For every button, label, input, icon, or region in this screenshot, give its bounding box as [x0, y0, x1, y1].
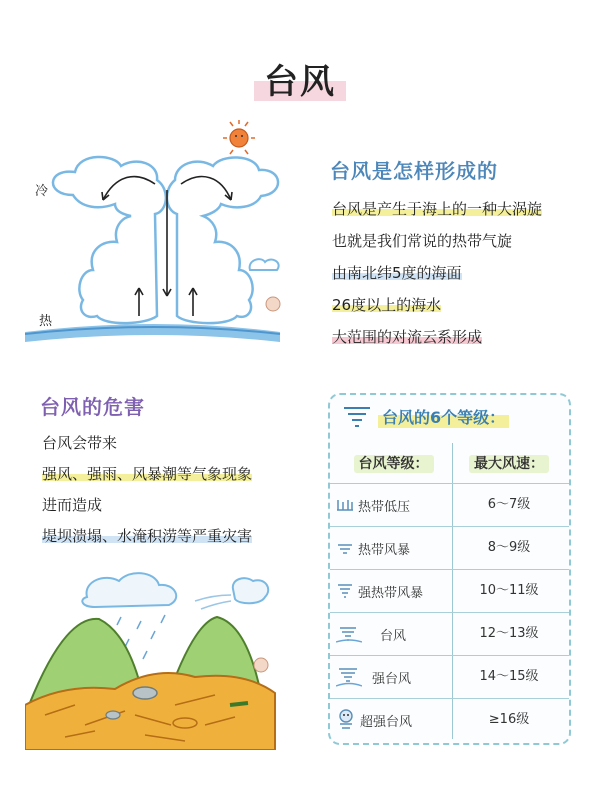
- severe-tropical-storm-icon: [336, 582, 354, 600]
- formation-text: [332, 193, 542, 353]
- formation-line-2: 也就是我们常说的热带气旋: [332, 232, 513, 250]
- table-row: [330, 526, 569, 569]
- typhoon-icon: [336, 624, 362, 644]
- column-header-grade: 台风等级：: [336, 447, 451, 481]
- level-name: 超强台风: [360, 714, 413, 730]
- typhoon-levels-table: [328, 393, 571, 745]
- hot-label: 热: [39, 314, 53, 329]
- page-title-text: 台风: [254, 52, 346, 105]
- harm-line-2: 强风、强雨、风暴潮等气象现象: [42, 465, 253, 483]
- typhoon-formation-illustration: [25, 120, 285, 350]
- disaster-illustration: [25, 565, 280, 750]
- column-header-wind: 最大风速：: [455, 447, 563, 481]
- level-name: 热带风暴: [358, 542, 411, 558]
- table-row: [330, 655, 569, 698]
- level-wind: 6～7级: [487, 497, 531, 512]
- tropical-depression-icon: [336, 498, 354, 512]
- level-wind: 10～11级: [479, 583, 539, 598]
- super-typhoon-icon: [336, 708, 356, 732]
- levels-header: [342, 403, 509, 430]
- level-wind: 14～15级: [479, 669, 539, 684]
- levels-rows: [330, 483, 569, 741]
- table-row: [330, 483, 569, 526]
- formation-line-4: 26度以上的海水: [332, 296, 442, 314]
- formation-line-3: 由南北纬5度的海面: [332, 264, 462, 282]
- formation-line-5: 大范围的对流云系形成: [332, 328, 483, 346]
- harm-line-4: 堤坝溃塌、水淹积涝等严重灾害: [42, 527, 253, 545]
- formation-line-1: 台风是产生于海上的一种大涡旋: [332, 200, 543, 218]
- harm-text: [42, 428, 252, 552]
- level-name: 热带低压: [358, 499, 411, 515]
- tropical-storm-icon: [336, 541, 354, 555]
- harm-heading: 台风的危害: [40, 395, 145, 419]
- tornado-icon: [342, 404, 372, 430]
- harm-line-3: 进而造成: [42, 496, 103, 514]
- stamp-icon: [266, 297, 280, 311]
- level-name: 强台风: [372, 671, 412, 687]
- level-wind: 12～13级: [479, 626, 539, 641]
- level-name: 台风: [380, 628, 407, 644]
- cold-label: 冷: [35, 184, 49, 199]
- table-row: [330, 612, 569, 655]
- level-wind: 8～9级: [487, 540, 531, 555]
- levels-heading: 台风的6个等级：: [378, 403, 509, 430]
- harm-line-1: 台风会带来: [42, 434, 118, 452]
- stamp-icon: [254, 658, 268, 672]
- table-row: [330, 569, 569, 612]
- level-name: 强热带风暴: [358, 585, 424, 601]
- level-wind: ≥16级: [488, 712, 530, 727]
- formation-heading: 台风是怎样形成的: [330, 159, 498, 183]
- severe-typhoon-icon: [336, 666, 362, 688]
- table-row: [330, 698, 569, 741]
- page-title: [0, 52, 600, 105]
- sun-icon: [223, 120, 255, 154]
